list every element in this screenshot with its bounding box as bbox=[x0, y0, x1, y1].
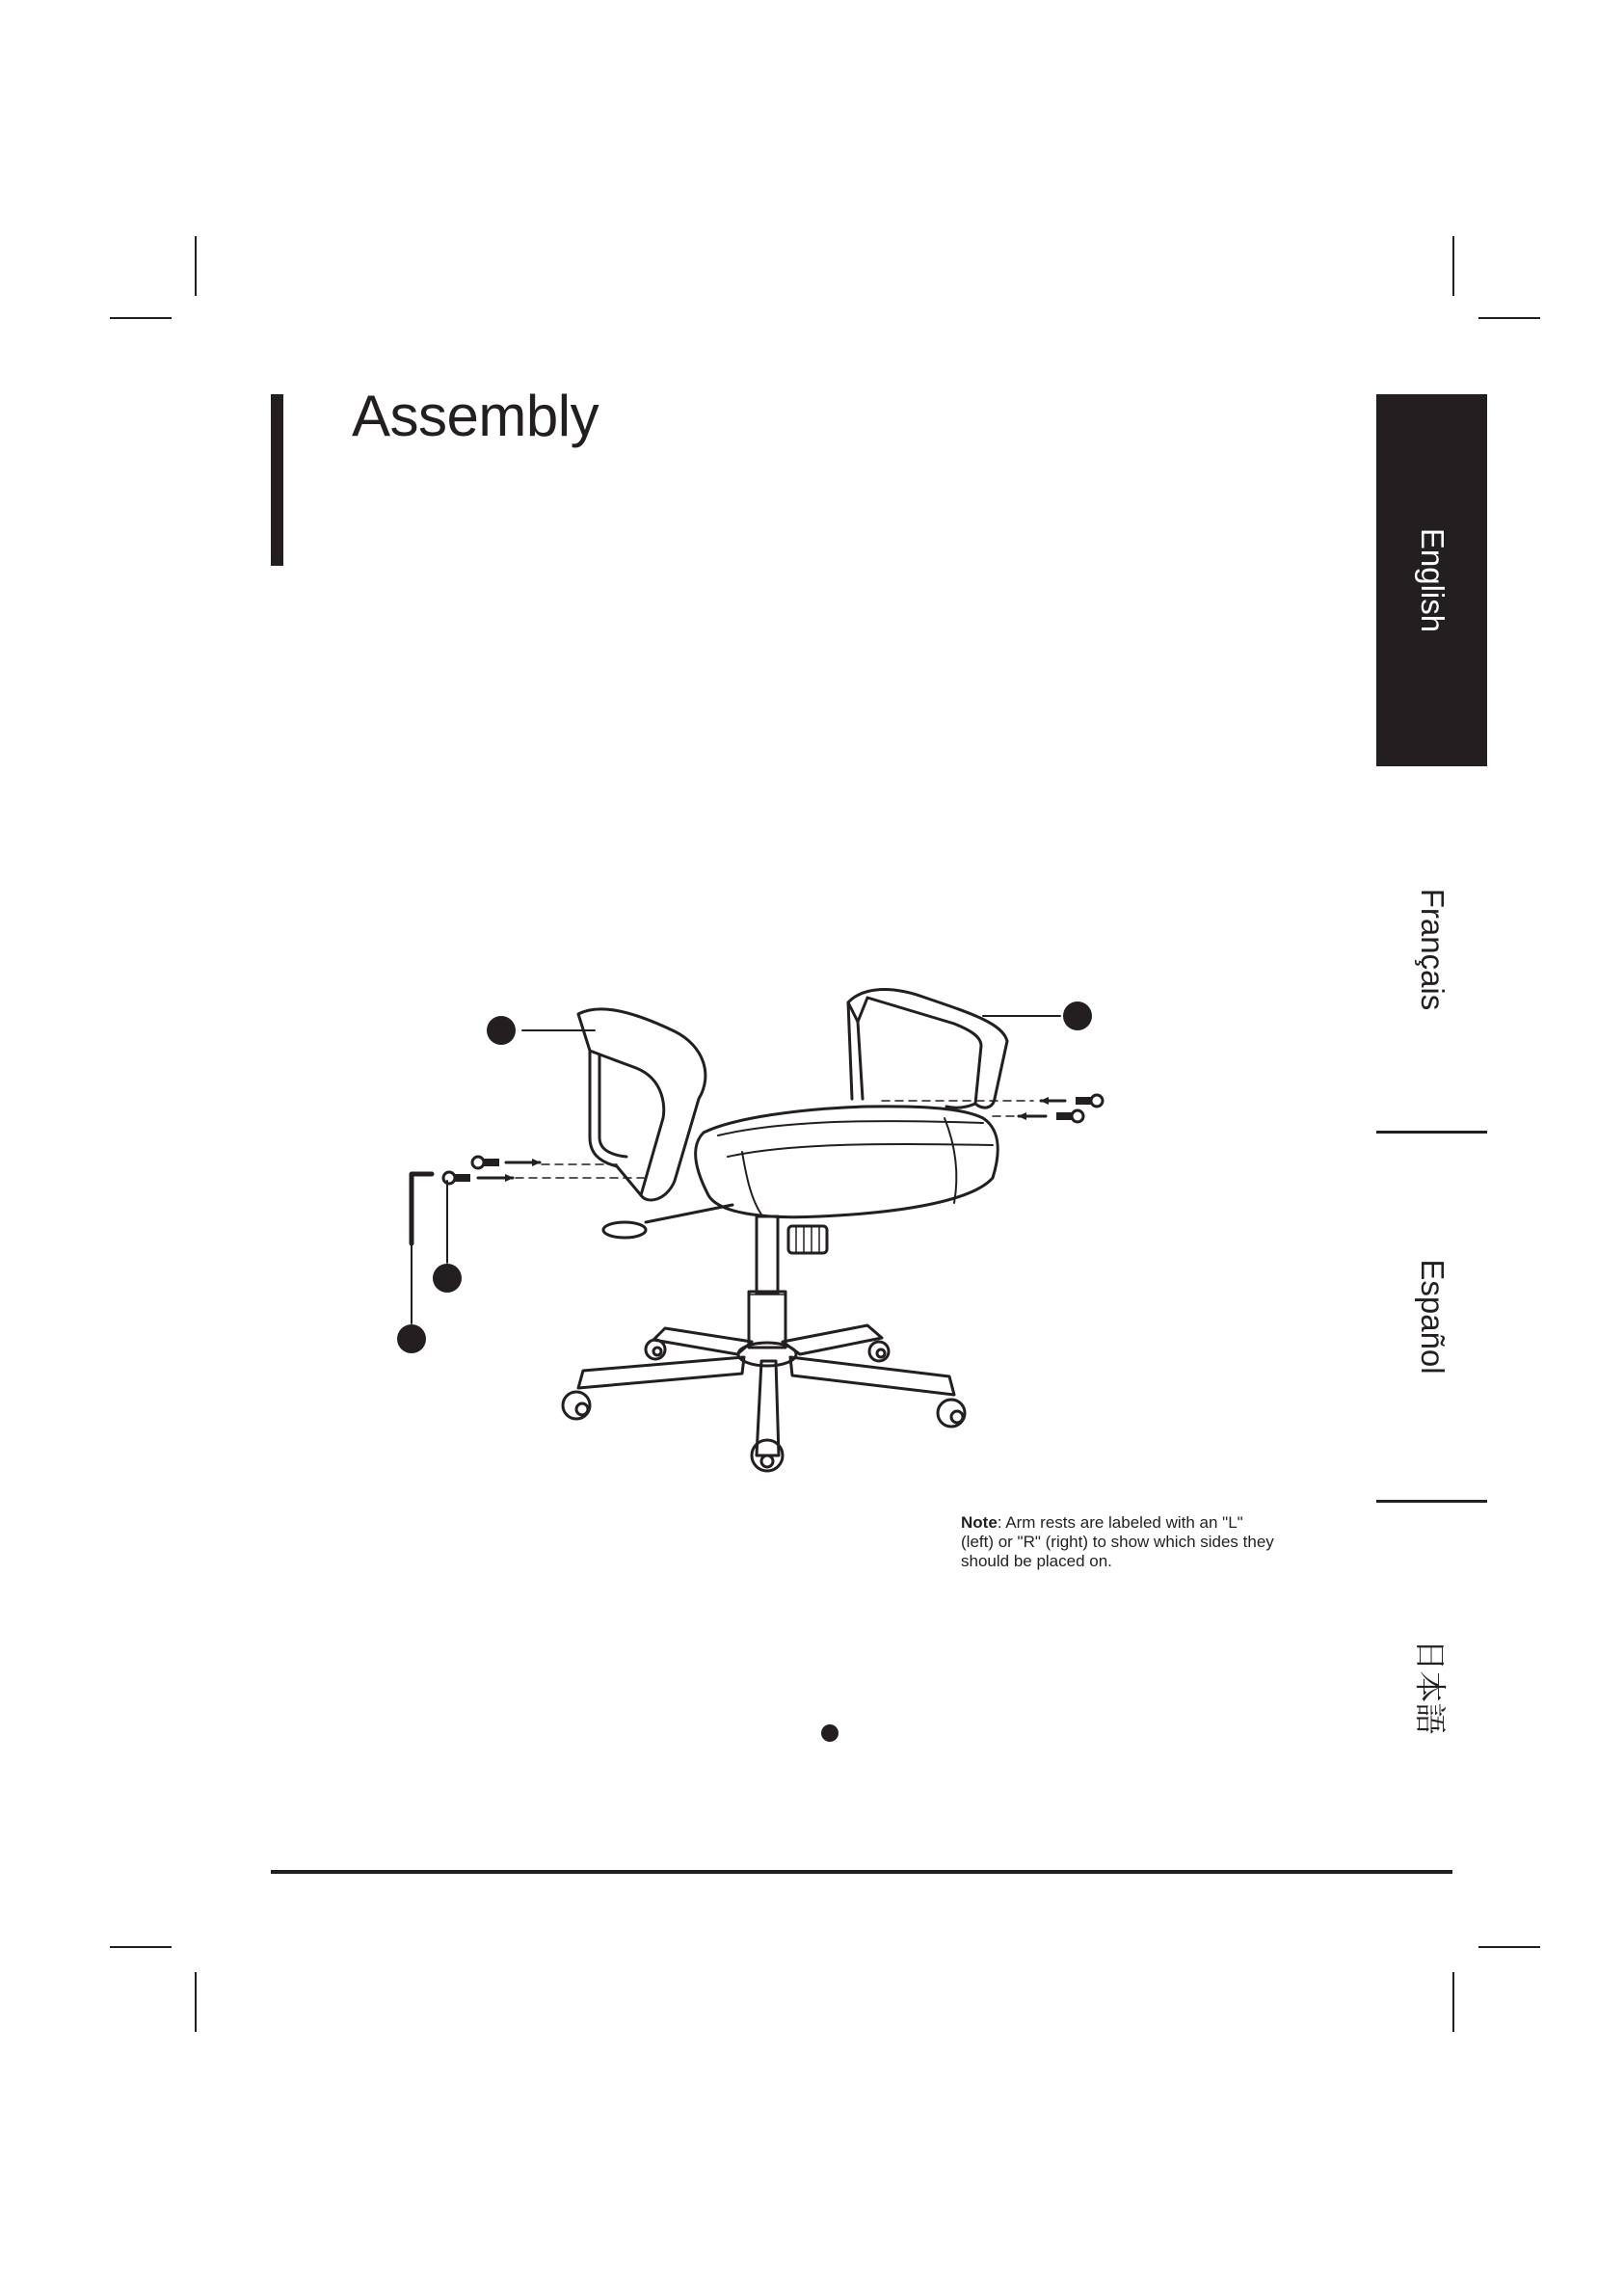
tab-divider bbox=[1376, 1500, 1487, 1503]
crop-mark-top-right-horizontal bbox=[1478, 317, 1540, 319]
callout-hex-key bbox=[397, 1239, 426, 1353]
callout-dot bbox=[397, 1324, 426, 1353]
tab-japanese[interactable] bbox=[1376, 1504, 1487, 1870]
callout-screw bbox=[433, 1181, 462, 1293]
right-armrest bbox=[848, 989, 1007, 1108]
gas-cylinder bbox=[749, 1216, 785, 1348]
screw-icon bbox=[472, 1157, 484, 1168]
right-screws bbox=[882, 1095, 1103, 1122]
note-label: Note bbox=[961, 1513, 998, 1532]
chair-base bbox=[578, 1325, 954, 1455]
callout-dot bbox=[1063, 1001, 1092, 1030]
title-accent-bar bbox=[271, 394, 283, 566]
crop-mark-bottom-right-horizontal bbox=[1478, 1946, 1540, 1948]
screw-icon bbox=[1072, 1110, 1083, 1122]
left-armrest bbox=[578, 1009, 706, 1200]
tab-espanol[interactable] bbox=[1376, 1134, 1487, 1500]
tab-english-label: English bbox=[1414, 527, 1451, 633]
tilt-lever bbox=[603, 1205, 732, 1238]
footer-rule bbox=[271, 1870, 1452, 1874]
screw-icon bbox=[443, 1172, 455, 1184]
chair-assembly-illustration bbox=[366, 964, 1291, 1504]
tab-francais-label: Français bbox=[1414, 888, 1451, 1011]
tab-espanol-label: Español bbox=[1414, 1259, 1451, 1375]
page-marker-dot bbox=[821, 1724, 839, 1742]
armrest-note bbox=[961, 1513, 1279, 1571]
left-screws bbox=[443, 1157, 644, 1184]
tab-english[interactable] bbox=[1376, 394, 1487, 766]
height-knob bbox=[788, 1226, 827, 1253]
note-text: : Arm rests are labeled with an "L" (left) or "R" (right) to show which sides they should be placed on. bbox=[961, 1513, 1274, 1570]
crop-mark-top-left-horizontal bbox=[110, 317, 172, 319]
chair-seat bbox=[696, 1107, 998, 1217]
tab-francais[interactable] bbox=[1376, 771, 1487, 1128]
screw-icon bbox=[1091, 1095, 1103, 1107]
hex-key-icon bbox=[412, 1174, 432, 1243]
crop-mark-bottom-left-vertical bbox=[195, 1972, 197, 2032]
callout-dot bbox=[433, 1264, 462, 1293]
callout-dot bbox=[487, 1016, 516, 1045]
callout-left-armrest bbox=[487, 1016, 595, 1045]
crop-mark-bottom-left-horizontal bbox=[110, 1946, 172, 1948]
casters bbox=[563, 1340, 965, 1471]
tab-japanese-label: 日本語 bbox=[1412, 1639, 1448, 1735]
callout-right-armrest bbox=[983, 1001, 1092, 1030]
crop-mark-bottom-right-vertical bbox=[1452, 1972, 1454, 2032]
crop-mark-top-right-vertical bbox=[1452, 236, 1454, 296]
page-title: Assembly bbox=[352, 384, 599, 448]
crop-mark-top-left-vertical bbox=[195, 236, 197, 296]
